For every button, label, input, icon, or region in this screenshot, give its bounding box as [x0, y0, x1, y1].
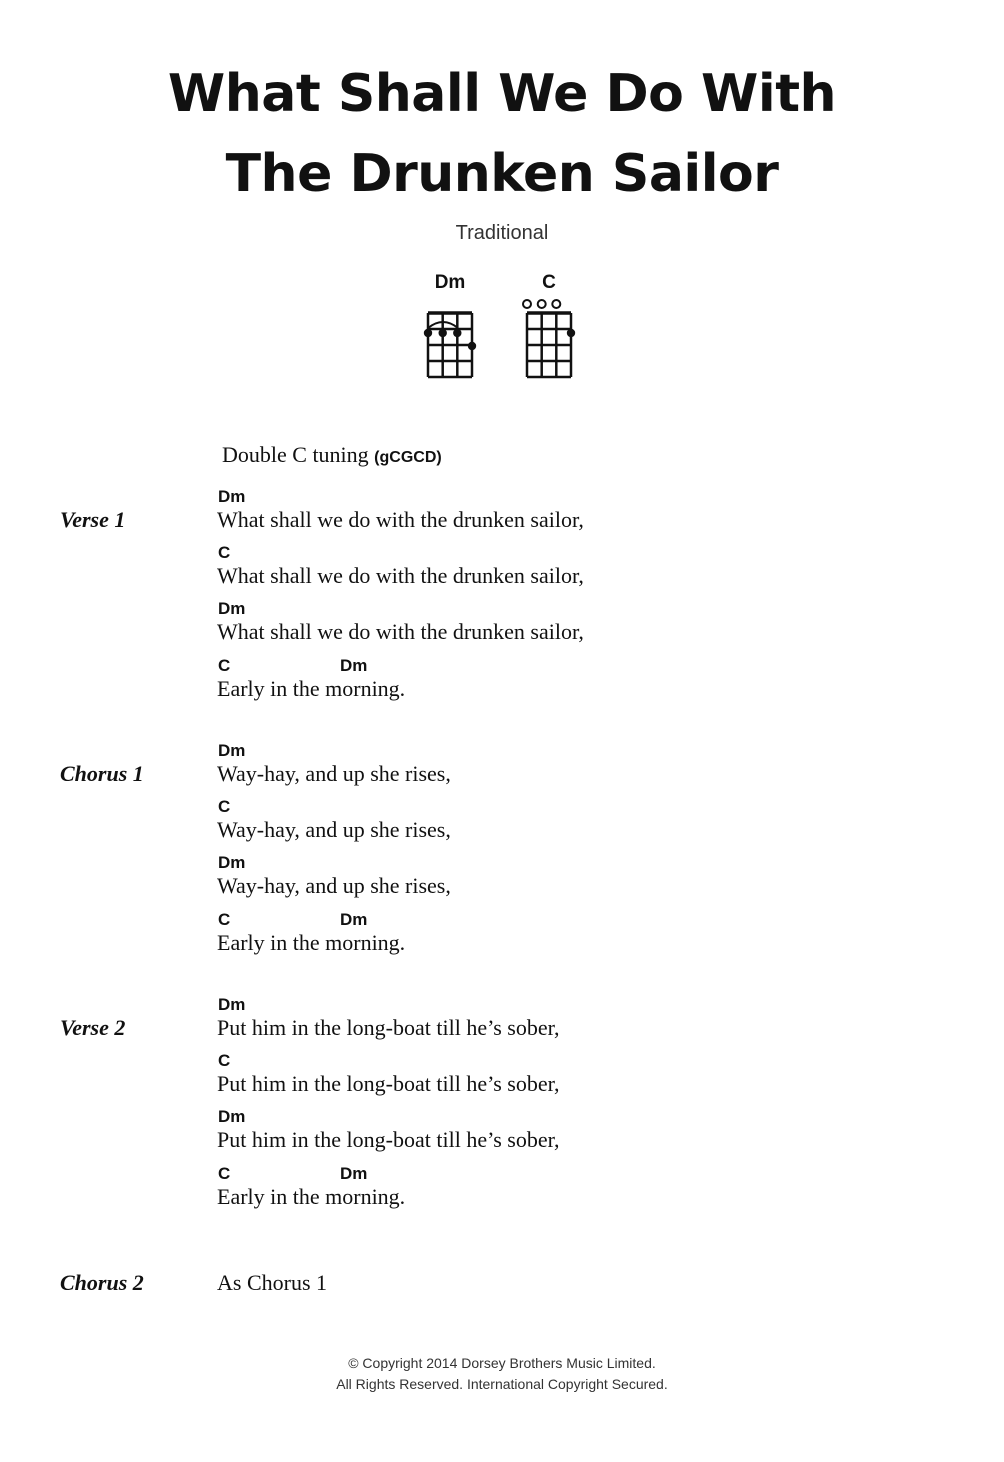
lyric-line: What shall we do with the drunken sailor, [217, 619, 584, 644]
chord-symbol: Dm [218, 995, 246, 1014]
tuning-note [222, 442, 442, 468]
chord-symbol: C [218, 656, 231, 675]
lyric-line: What shall we do with the drunken sailor, [217, 507, 584, 532]
section-label-verse-1: Verse 1 [60, 507, 126, 532]
lyric-line: Early in the morning. [217, 1184, 406, 1209]
chord-symbol: Dm [340, 656, 368, 675]
lyric-line: Way-hay, and up she rises, [217, 873, 451, 898]
chord-diagram-name: Dm [434, 272, 466, 293]
lyric-line: Way-hay, and up she rises, [217, 817, 451, 842]
chord-symbol: C [218, 910, 231, 929]
section-label-chorus-1: Chorus 1 [60, 761, 144, 786]
tuning-notes: (gCGCD) [374, 449, 442, 466]
c-fretboard-diagram [499, 272, 599, 382]
song-title-line-1: What Shall We Do With [167, 64, 837, 124]
copyright-line-2: All Rights Reserved. International Copyright Secured. [336, 1376, 668, 1392]
chord-diagram-name: C [542, 272, 556, 293]
tuning-text: Double C tuning [222, 442, 369, 467]
lyric-line: Put him in the long-boat till he’s sober, [217, 1071, 560, 1096]
chord-symbol: Dm [218, 487, 246, 506]
chord-symbol: C [218, 1051, 231, 1070]
chord-diagram-dm [400, 272, 500, 382]
composer: Traditional [455, 222, 549, 244]
dm-fretboard-diagram [400, 272, 500, 382]
chord-symbol: Dm [218, 1107, 246, 1126]
lyric-line: Put him in the long-boat till he’s sober, [217, 1127, 560, 1152]
chord-symbol: C [218, 543, 231, 562]
chord-symbol: Dm [218, 853, 246, 872]
chord-symbol: C [218, 1164, 231, 1183]
chord-symbol: Dm [218, 599, 246, 618]
lyric-line: What shall we do with the drunken sailor, [217, 563, 584, 588]
lyric-line: Early in the morning. [217, 676, 406, 701]
chord-symbol: Dm [340, 910, 368, 929]
copyright-line-1: © Copyright 2014 Dorsey Brothers Music Limited. [348, 1355, 656, 1371]
lyric-line: Early in the morning. [217, 930, 406, 955]
chord-symbol: Dm [340, 1164, 368, 1183]
section-instruction: As Chorus 1 [217, 1270, 328, 1295]
section-label-verse-2: Verse 2 [60, 1015, 126, 1040]
chord-symbol: C [218, 797, 231, 816]
lyric-line: Put him in the long-boat till he’s sober, [217, 1015, 560, 1040]
song-title-line-2: The Drunken Sailor [225, 144, 779, 204]
section-label-chorus-2: Chorus 2 [60, 1270, 144, 1295]
chord-symbol: Dm [218, 741, 246, 760]
lyric-line: Way-hay, and up she rises, [217, 761, 451, 786]
chord-diagram-c [499, 272, 599, 382]
